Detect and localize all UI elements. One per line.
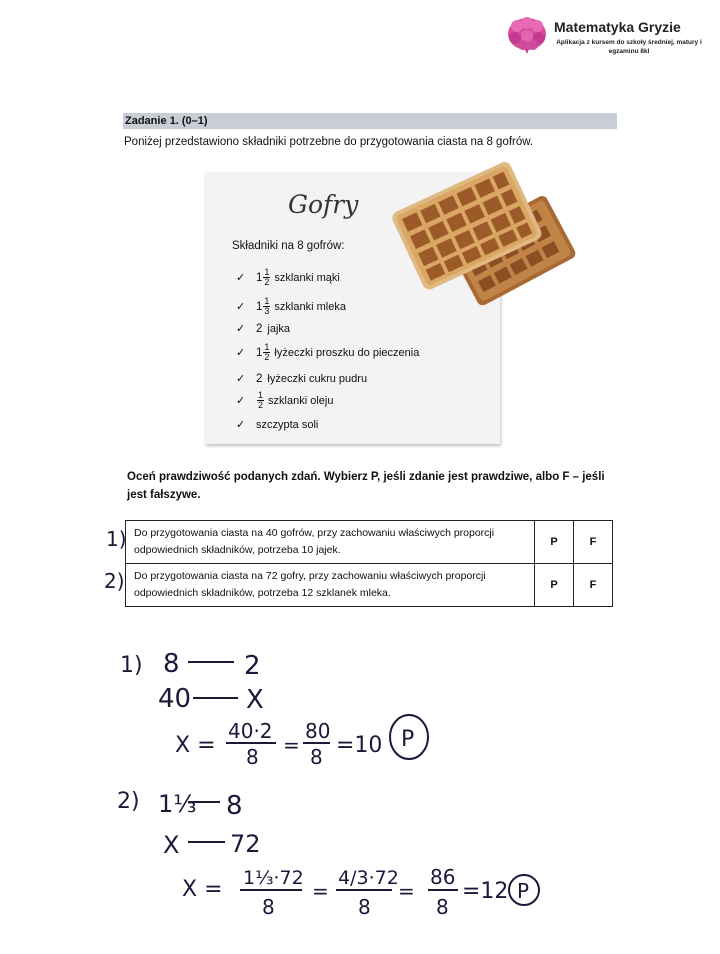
answer-mark: P — [517, 879, 530, 903]
equation-text: X = — [175, 733, 216, 758]
equation-result: =10 — [336, 733, 383, 758]
proportion-value: X — [163, 831, 180, 859]
checkmark-icon: ✓ — [236, 301, 246, 313]
fraction-numerator: 86 — [430, 865, 456, 889]
equation-text: X = — [182, 877, 223, 902]
checkmark-icon: ✓ — [236, 323, 246, 335]
proportion-value: X — [246, 685, 264, 715]
ingredient-item: ✓ 2 łyżeczki cukru pudru — [236, 372, 368, 385]
fraction-denominator: 8 — [436, 895, 449, 919]
solution-1-label: 1) — [120, 653, 143, 678]
instruction-text: Oceń prawdziwość podanych zdań. Wybierz P, jeśli zdanie jest prawdziwe, albo F – jeśli jest fałszywe. — [127, 471, 605, 501]
checkmark-icon: ✓ — [236, 373, 246, 385]
ingredient-item: ✓ 2 jajka — [236, 322, 291, 335]
proportion-value: 1⅓ — [158, 790, 197, 818]
proportion-value: 8 — [163, 649, 180, 679]
fraction-numerator: 1⅓·72 — [243, 867, 304, 889]
proportion-value: 8 — [226, 791, 243, 821]
proportion-value: 72 — [230, 830, 261, 858]
recipe-title: Gofry — [288, 190, 359, 219]
brand-title: Matematyka Gryzie — [554, 19, 681, 35]
false-option[interactable]: F — [574, 564, 613, 607]
ingredient-item: ✓ $\frac{1}{2}$ szklanki oleju — [236, 390, 334, 410]
margin-label: 2) — [104, 569, 125, 593]
task-intro: Poniżej przedstawiono składniki potrzebne do przygotowania ciasta na 8 gofrów. — [124, 136, 534, 148]
margin-label: 1) — [106, 527, 127, 551]
fraction-denominator: 8 — [262, 895, 275, 919]
statement-text: Do przygotowania ciasta na 72 gofry, przy zachowaniu właściwych proporcji odpowiednich składników, potrzeba 12 szklanek mleka. — [126, 564, 535, 607]
ingredient-item: ✓ 1 $\frac{1}{3}$ szklanki mleka — [236, 296, 346, 316]
checkmark-icon: ✓ — [236, 272, 246, 284]
fraction-denominator: 8 — [310, 745, 323, 769]
fraction-numerator: 80 — [305, 719, 331, 743]
proportion-value: 40 — [158, 684, 192, 714]
fraction-numerator: 40·2 — [228, 719, 273, 743]
equation-text: = — [283, 733, 300, 757]
true-option[interactable]: P — [535, 521, 574, 564]
proportion-value: 2 — [244, 651, 261, 681]
brand-subtitle: Aplikacja z kursem do szkoły średniej, matury i egzaminu 8kl — [556, 39, 702, 55]
equation-text: = — [398, 879, 415, 903]
fraction-denominator: 8 — [246, 745, 259, 769]
fraction-numerator: 4/3·72 — [338, 867, 399, 889]
equation-text: = — [312, 879, 329, 903]
true-option[interactable]: P — [535, 564, 574, 607]
ingredient-item: ✓ 1 $\frac{1}{2}$ szklanki mąki — [236, 267, 340, 287]
ingredient-item: ✓ szczypta soli — [236, 418, 319, 431]
ingredients-header: Składniki na 8 gofrów: — [232, 240, 345, 252]
task-title: Zadanie 1. (0–1) — [125, 115, 208, 127]
ingredient-item: ✓ 1 $\frac{1}{2}$ łyżeczki proszku do pieczenia — [236, 342, 420, 362]
checkmark-icon: ✓ — [236, 419, 246, 431]
false-option[interactable]: F — [574, 521, 613, 564]
checkmark-icon: ✓ — [236, 395, 246, 407]
solution-2-label: 2) — [117, 789, 140, 814]
fraction-denominator: 8 — [358, 895, 371, 919]
statement-text: Do przygotowania ciasta na 40 gofrów, przy zachowaniu właściwych proporcji odpowiednich składników, potrzeba 10 jajek. — [126, 521, 535, 564]
equation-result: =12 — [462, 879, 509, 904]
checkmark-icon: ✓ — [236, 347, 246, 359]
answer-mark: P — [401, 727, 415, 752]
